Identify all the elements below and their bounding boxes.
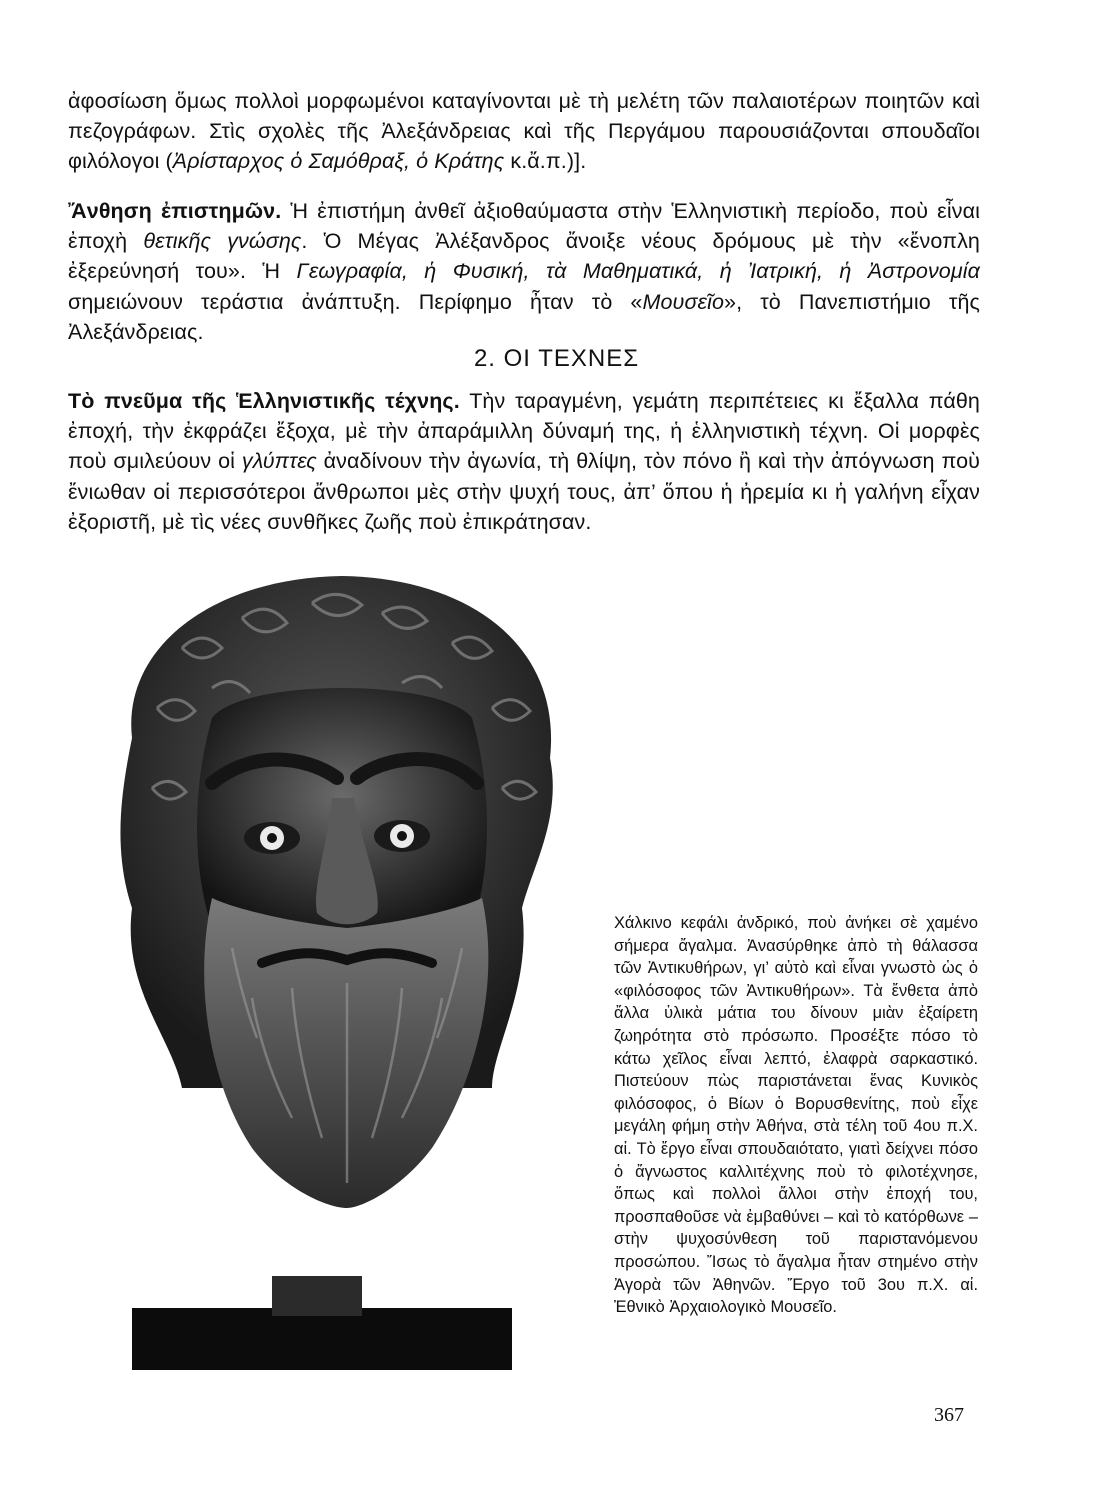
- arts-heading: Τὸ πνεῦμα τῆς Ἑλληνιστικῆς τέχνης.: [68, 389, 460, 413]
- science-term: θετικῆς γνώσης: [143, 229, 302, 254]
- science-fields: Γεωγραφία, ἡ Φυσική, τὰ Μαθηματικά, ἡ Ἰατρική, ἡ Ἀστρονομία: [296, 259, 980, 284]
- left-pupil: [267, 833, 277, 843]
- science-heading: Ἄνθηση ἐπιστημῶν.: [68, 199, 282, 223]
- intro-names: Ἀρίσταρχος ὁ Σαμόθραξ, ὁ Κράτης: [172, 149, 505, 174]
- bronze-head-illustration: [62, 568, 632, 1380]
- arts-paragraph: [68, 386, 980, 537]
- science-text: . Ὁ Μέγας Ἀλέξανδρος ἄνοιξε νέους δρόμους μὲ τὴν «ἔνοπλη ἐξερεύνησή του». Ἡ: [68, 229, 980, 284]
- arts-text: Τὴν ταραγμένη, γεμάτη περιπέτειες κι ἔξαλλα πάθη ἐποχή, τὴν ἐκφράζει ἔξοχα, μὲ τὴν ἀπαράμιλλη δύναμή της, ἡ ἑλληνιστικὴ τέχνη. Οἱ μορφὲς ποὺ σμιλεύουν οἱ: [68, 389, 980, 474]
- right-pupil: [397, 831, 407, 841]
- science-text: σημειώνουν τεράστια ἀνάπτυξη. Περίφημο ἦταν τὸ «: [68, 289, 643, 314]
- museum-term: Μουσεῖο: [642, 289, 725, 314]
- neck-support: [272, 1276, 362, 1316]
- page-number: 367: [934, 1404, 964, 1426]
- plinth: [132, 1308, 512, 1370]
- sculptors-term: γλύπτες: [241, 449, 317, 474]
- bronze-head-photo: [62, 568, 632, 1380]
- intro-text: ἀφοσίωση ὅμως πολλοὶ μορφωμένοι καταγίνονται μὲ τὴ μελέτη τῶν παλαιοτέρων ποιητῶν καὶ πεζογράφων. Στὶς σχολὲς τῆς Ἀλεξάνδρειας καὶ τῆς Περγάμου παρουσιάζονται σπουδαῖοι φιλόλογοι (: [68, 89, 980, 174]
- figure-caption: Χάλκινο κεφάλι ἀνδρικό, ποὺ ἀνήκει σὲ χαμένο σήμερα ἄγαλμα. Ἀνασύρθηκε ἀπὸ τὴ θάλασσα τῶν Ἀντικυθήρων, γι’ αὐτὸ καὶ εἶναι γνωστὸ ὡς ὁ «φιλόσοφος τῶν Ἀντικυθήρων». Τὰ ἔνθετα ἀπὸ ἄλλα ὑλικὰ μάτια του δίνουν μιὰν ἐξαίρετη ζωηρότητα στὸ πρόσωπο. Προσέξτε πόσο τὸ κάτω χεῖλος εἶναι λεπτό, ἐλαφρὰ σαρκαστικό. Πιστεύουν πὼς παριστάνεται ἕνας Κυνικὸς φιλόσοφος, ὁ Βίων ὁ Βορυσθενίτης, ποὺ εἶχε μεγάλη φήμη στὴν Ἀθήνα, στὰ τέλη τοῦ 4ου π.Χ. αἰ. Τὸ ἔργο εἶναι σπουδαιότατο, γιατὶ δείχνει πόσο ὁ ἄγνωστος καλλιτέχνης ποὺ τὸ φιλοτέχνησε, ὅπως καὶ πολλοὶ ἄλλοι στὴν ἐποχή του, προσπαθοῦσε νὰ ἐμβαθύνει – καὶ τὸ κατόρθωνε – στὴν ψυχοσύνθεση τοῦ παριστανόμενου προσώπου. Ἴσως τὸ ἄγαλμα ἦταν στημένο στὴν Ἀγορὰ τῶν Ἀθηνῶν. Ἔργο τοῦ 3ου π.Χ. αἰ. Ἐθνικὸ Ἀρχαιολογικὸ Μουσεῖο.: [614, 914, 978, 1317]
- science-paragraph: [68, 196, 980, 347]
- section-title: 2. ΟΙ ΤΕΧΝΕΣ: [473, 345, 640, 372]
- intro-text-end: κ.ἄ.π.)].: [504, 149, 587, 174]
- science-text: Ἡ ἐπιστήμη ἀνθεῖ ἀξιοθαύμαστα στὴν Ἑλληνιστικὴ περίοδο, ποὺ εἶναι ἐποχὴ: [68, 199, 980, 254]
- arts-text: ἀναδίνουν τὴν ἀγωνία, τὴ θλίψη, τὸν πόνο ἢ καὶ τὴν ἀπόγνωση ποὺ ἔνιωθαν οἱ περισσότεροι ἄνθρωποι μὲς στὴν ψυχή τους, ἀπ’ ὅπου ἡ ἠρεμία κι ἡ γαλήνη εἶχαν ἐξοριστῆ, μὲ τὶς νέες συνθῆκες ζωῆς ποὺ ἐπικράτησαν.: [68, 449, 980, 534]
- science-text: », τὸ Πανεπιστήμιο τῆς Ἀλεξάνδρειας.: [68, 289, 980, 344]
- intro-paragraph: [68, 86, 980, 177]
